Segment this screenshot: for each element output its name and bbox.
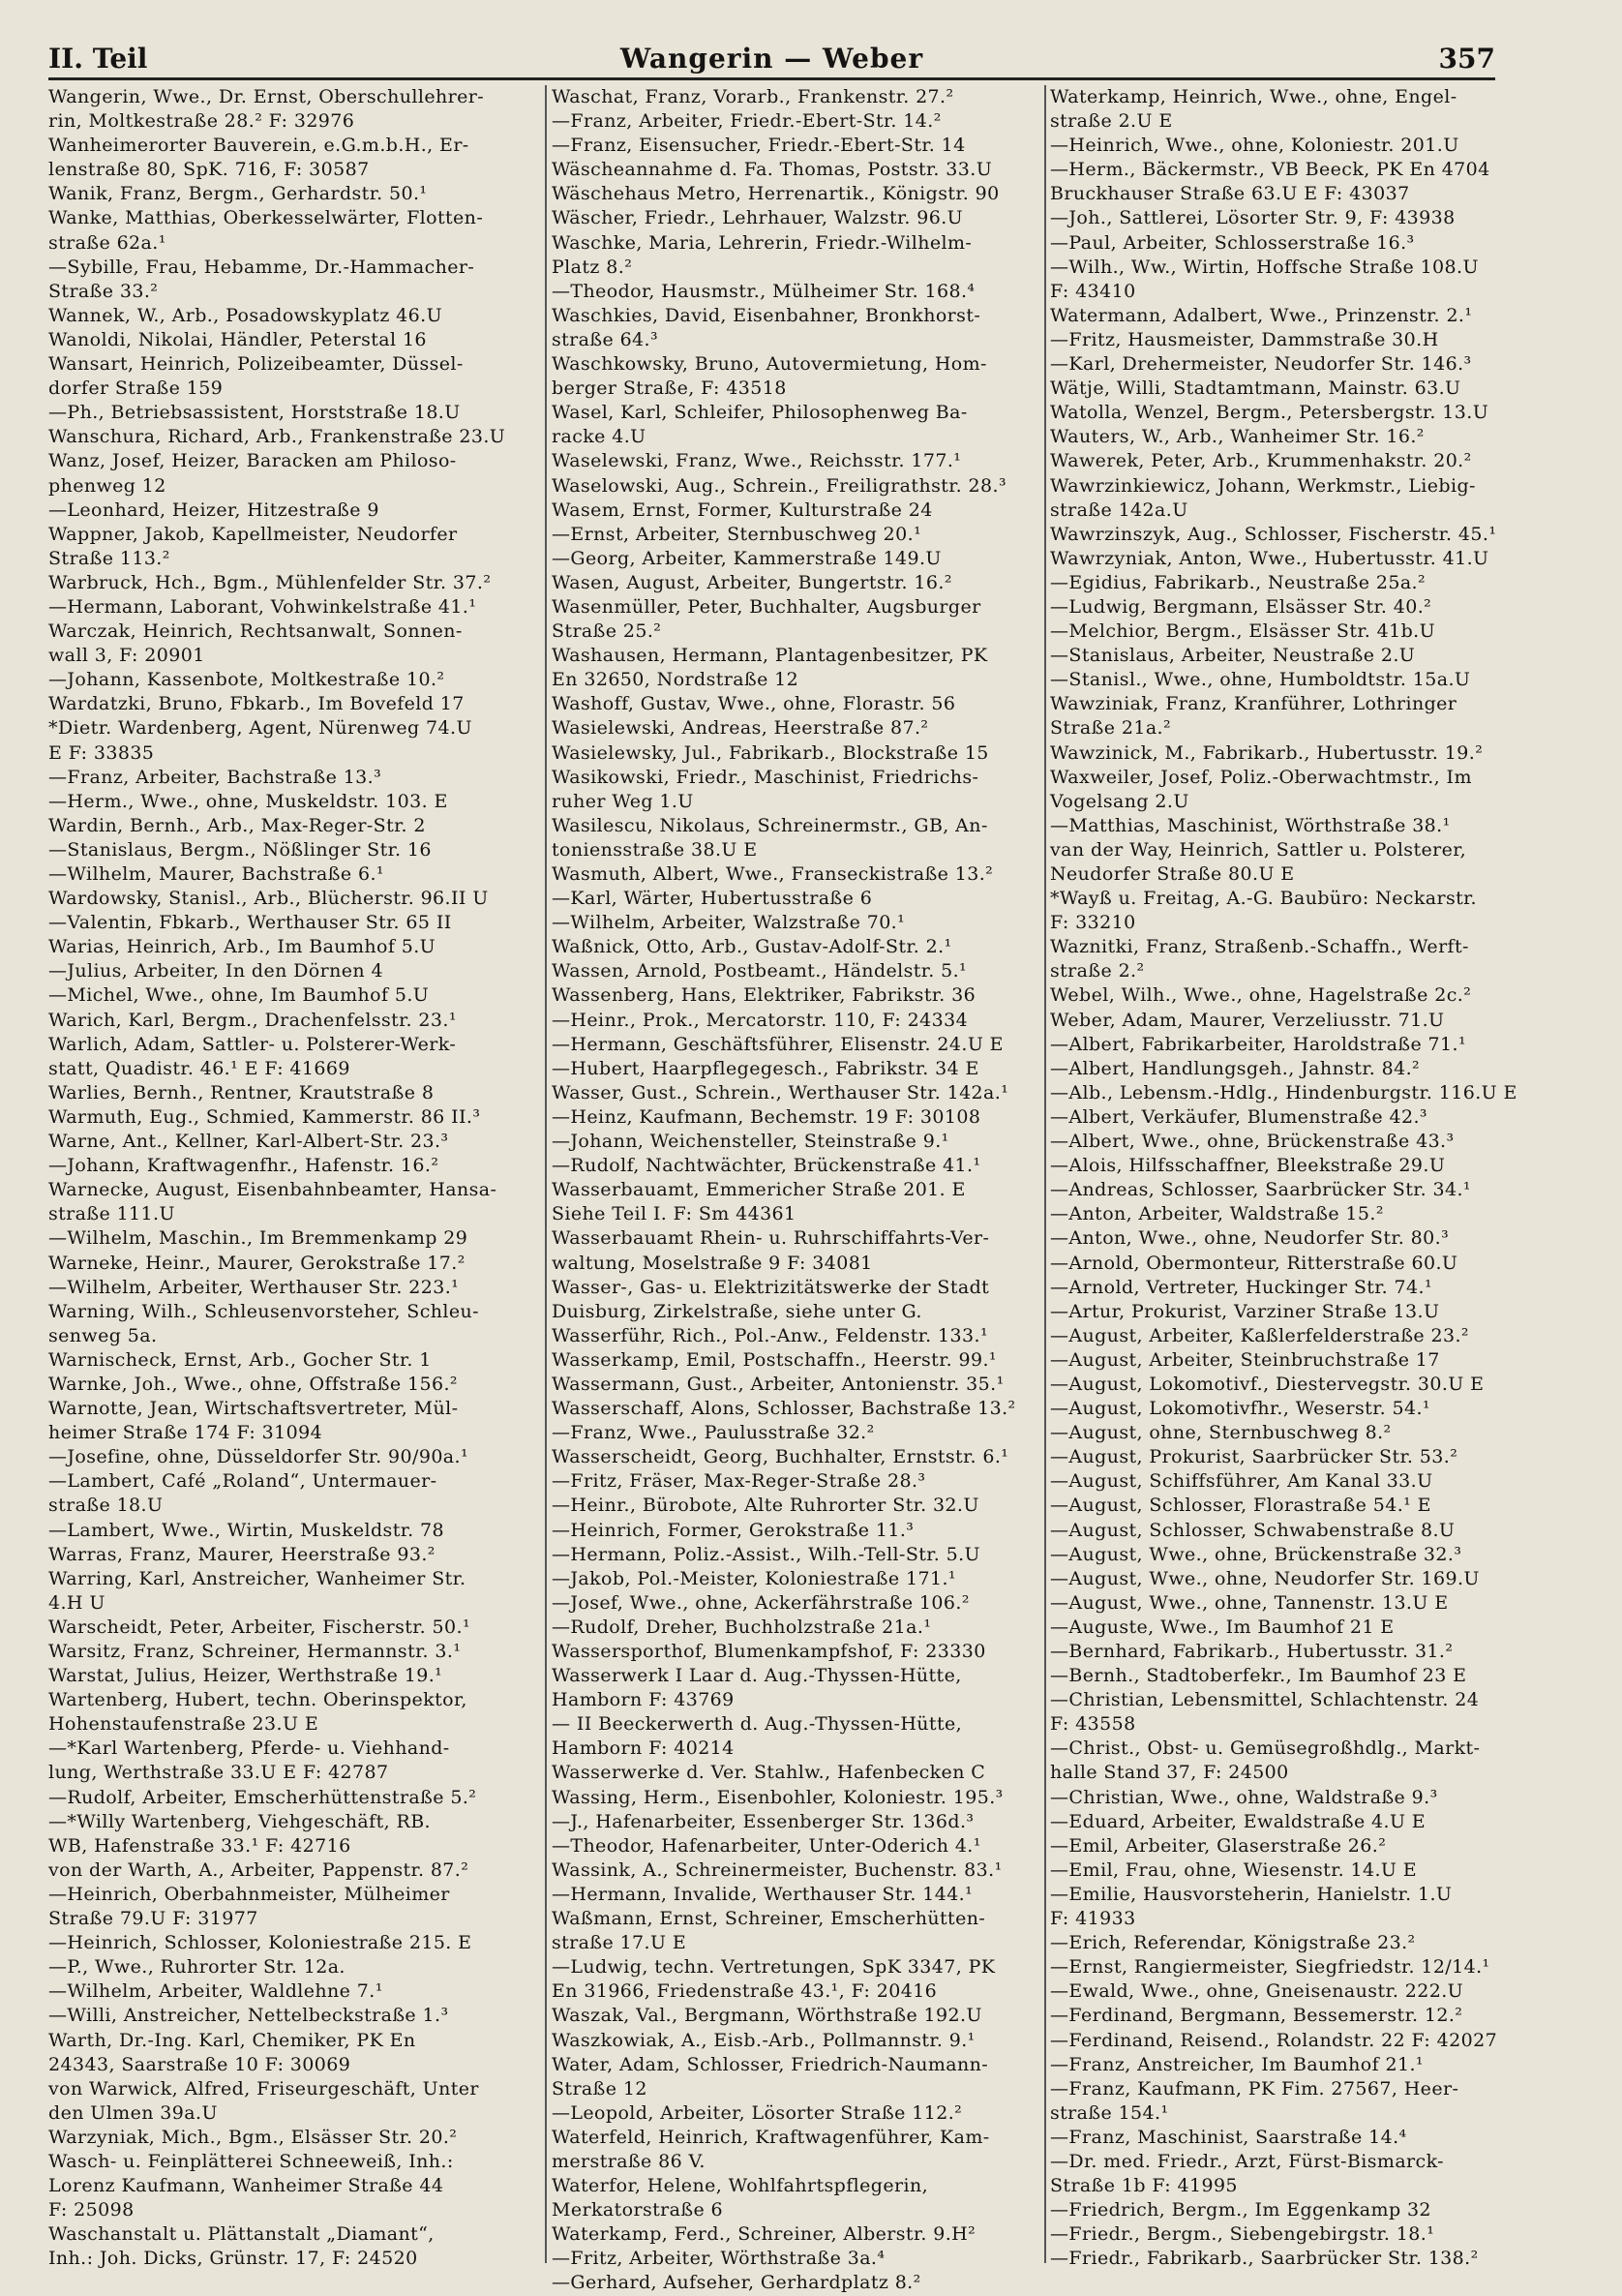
directory-entry-line: —*Karl Wartenberg, Pferde- u. Viehhand-: [48, 1737, 450, 1760]
directory-entry-line: Wanz, Josef, Heizer, Baracken am Philoso-: [48, 450, 457, 472]
directory-entry-line: —August, Lokomotivf., Diestervegstr. 30.U E: [1050, 1373, 1485, 1395]
directory-entry-line: Straße 21a.²: [1050, 717, 1171, 740]
directory-entry-line: Waschanstalt u. Plättanstalt „Diamant“,: [48, 2223, 435, 2246]
directory-entry-line: —Albert, Wwe., ohne, Brückenstraße 43.³: [1050, 1131, 1455, 1153]
directory-entry-line: Waßmann, Ernst, Schreiner, Emscherhütten-: [552, 1908, 986, 1930]
directory-entry-line: Wardatzki, Bruno, Fbkarb., Im Bovefeld 17: [48, 693, 465, 715]
directory-entry-line: —Anton, Arbeiter, Waldstraße 15.²: [1050, 1203, 1384, 1225]
directory-entry-line: —Albert, Handlungsgeh., Jahnstr. 84.²: [1050, 1057, 1421, 1079]
directory-entry-line: F: 25098: [48, 2199, 135, 2221]
column-divider: [1044, 85, 1046, 2263]
directory-entry-line: *Dietr. Wardenberg, Agent, Nürenweg 74.U: [48, 717, 472, 740]
directory-entry-line: —Valentin, Fbkarb., Werthauser Str. 65 II: [48, 912, 452, 934]
directory-entry-line: Warth, Dr.-Ing. Karl, Chemiker, PK En: [48, 2029, 416, 2051]
directory-entry-line: Warne, Ant., Kellner, Karl-Albert-Str. 23.³: [48, 1131, 449, 1153]
directory-entry-line: Warneke, Heinr., Maurer, Gerokstraße 17.²: [48, 1252, 466, 1274]
directory-entry-line: —Hermann, Laborant, Vohwinkelstraße 41.¹: [48, 595, 477, 618]
directory-entry-line: Wannek, W., Arb., Posadowskyplatz 46.U: [48, 304, 443, 326]
directory-entry-line: Wawrzinkiewicz, Johann, Werkmstr., Liebig-: [1050, 474, 1476, 497]
directory-entry-line: Inh.: Joh. Dicks, Grünstr. 17, F: 24520: [48, 2248, 418, 2270]
directory-entry-line: Warras, Franz, Maurer, Heerstraße 93.²: [48, 1543, 436, 1565]
directory-entry-line: straße 111.U: [48, 1203, 175, 1225]
directory-entry-line: —Heinr., Prok., Mercatorstr. 110, F: 24334: [552, 1009, 969, 1031]
directory-entry-line: —Christian, Lebensmittel, Schlachtenstr. 24: [1050, 1689, 1480, 1711]
directory-entry-line: —Ludwig, Bergmann, Elsässer Str. 40.²: [1050, 595, 1432, 618]
directory-entry-line: Lorenz Kaufmann, Wanheimer Straße 44: [48, 2175, 444, 2197]
directory-entry-line: —Alois, Hilfsschaffner, Bleekstraße 29.U: [1050, 1155, 1446, 1177]
page-number: 357: [1438, 43, 1495, 75]
directory-entry-line: senweg 5a.: [48, 1324, 158, 1346]
directory-entry-line: —Dr. med. Friedr., Arzt, Fürst-Bismarck-: [1050, 2150, 1444, 2172]
directory-entry-line: —Heinrich, Oberbahnmeister, Mülheimer: [48, 1883, 450, 1905]
directory-entry-line: Wasser, Gust., Schrein., Werthauser Str. 142a.¹: [552, 1081, 1009, 1103]
directory-entry-line: —Franz, Eisensucher, Friedr.-Ebert-Str. 14: [552, 135, 966, 157]
directory-entry-line: —Franz, Maschinist, Saarstraße 14.⁴: [1050, 2126, 1407, 2148]
directory-entry-line: Platz 8.²: [552, 256, 633, 278]
directory-entry-line: straße 62a.¹: [48, 231, 166, 254]
directory-entry-line: —Josef, Wwe., ohne, Ackerfährstraße 106.²: [552, 1591, 970, 1614]
directory-entry-line: Straße 79.U F: 31977: [48, 1908, 258, 1930]
directory-entry-line: —Fritz, Arbeiter, Wörthstraße 3a.⁴: [552, 2248, 886, 2270]
directory-entry-line: —Ferdinand, Bergmann, Bessemerstr. 12.²: [1050, 2005, 1463, 2027]
directory-entry-line: Wardowsky, Stanisl., Arb., Blücherstr. 96.II U: [48, 888, 489, 910]
directory-entry-line: Hohenstaufenstraße 23.U E: [48, 1713, 319, 1736]
directory-entry-line: —Lambert, Café „Roland“, Untermauer-: [48, 1470, 437, 1493]
directory-entry-line: *Wayß u. Freitag, A.-G. Baubüro: Neckarstr.: [1050, 888, 1477, 910]
directory-entry-line: —Heinrich, Wwe., ohne, Koloniestr. 201.U: [1050, 135, 1459, 157]
directory-entry-line: Wasserführ, Rich., Pol.-Anw., Feldenstr. 133.¹: [552, 1324, 988, 1346]
directory-entry-line: Wasserwerke d. Ver. Stahlw., Hafenbecken C: [552, 1762, 986, 1784]
directory-entry-line: —Lambert, Wwe., Wirtin, Muskeldstr. 78: [48, 1519, 444, 1541]
directory-entry-line: —Heinrich, Schlosser, Koloniestraße 215. E: [48, 1932, 472, 1954]
directory-entry-line: —Matthias, Maschinist, Wörthstraße 38.¹: [1050, 814, 1451, 836]
directory-entry-line: —Heinrich, Former, Gerokstraße 11.³: [552, 1519, 915, 1541]
directory-entry-line: —Ernst, Arbeiter, Sternbuschweg 20.¹: [552, 523, 922, 545]
directory-entry-line: Bruckhauser Straße 63.U E F: 43037: [1050, 183, 1410, 205]
directory-entry-line: Vogelsang 2.U: [1050, 790, 1189, 812]
directory-entry-line: —Bernh., Stadtoberfekr., Im Baumhof 23 E: [1050, 1665, 1467, 1687]
directory-entry-line: —Sybille, Frau, Hebamme, Dr.-Hammacher-: [48, 256, 475, 278]
directory-entry-line: —Willi, Anstreicher, Nettelbeckstraße 1.³: [48, 2005, 449, 2027]
directory-entry-line: —Rudolf, Dreher, Buchholzstraße 21a.¹: [552, 1616, 932, 1638]
directory-entry-line: Warnotte, Jean, Wirtschaftsvertreter, Mül-: [48, 1398, 459, 1420]
directory-entry-line: Wawzinick, M., Fabrikarb., Hubertusstr. 19.²: [1050, 741, 1484, 764]
directory-entry-line: Wanheimerorter Bauverein, e.G.m.b.H., Er-: [48, 135, 469, 157]
directory-entry-line: Wauters, W., Arb., Wanheimer Str. 16.²: [1050, 426, 1425, 448]
directory-entry-line: —August, Schlosser, Florastraße 54.¹ E: [1050, 1495, 1431, 1517]
directory-entry-line: Wassink, A., Schreinermeister, Buchenstr. 83.¹: [552, 1858, 1003, 1881]
directory-entry-line: —Joh., Sattlerei, Lösorter Str. 9, F: 43938: [1050, 207, 1456, 229]
directory-entry-line: Warlich, Adam, Sattler- u. Polsterer-Werk-: [48, 1033, 457, 1055]
directory-entry-line: —Friedrich, Bergm., Im Eggenkamp 32: [1050, 2199, 1431, 2221]
directory-entry-line: —Herm., Bäckermstr., VB Beeck, PK En 4704: [1050, 159, 1490, 181]
directory-entry-line: Wassing, Herm., Eisenbohler, Koloniestr. 195.³: [552, 1786, 1004, 1808]
directory-entry-line: heimer Straße 174 F: 31094: [48, 1422, 323, 1444]
directory-entry-line: toniensstraße 38.U E: [552, 838, 758, 861]
directory-entry-line: Wasenmüller, Peter, Buchhalter, Augsburger: [552, 595, 981, 618]
directory-entry-line: lung, Werthstraße 33.U E F: 42787: [48, 1762, 389, 1784]
directory-entry-line: —Wilhelm, Arbeiter, Waldlehne 7.¹: [48, 1980, 383, 2003]
directory-entry-line: —Ewald, Wwe., ohne, Gneisenaustr. 222.U: [1050, 1980, 1464, 2003]
directory-entry-line: —Rudolf, Nachtwächter, Brückenstraße 41.¹: [552, 1155, 981, 1177]
directory-entry-line: —August, ohne, Sternbuschweg 8.²: [1050, 1422, 1392, 1444]
directory-entry-line: Water, Adam, Schlosser, Friedrich-Naumann-: [552, 2053, 989, 2075]
directory-entry-line: F: 43558: [1050, 1713, 1136, 1736]
directory-entry-line: Wansart, Heinrich, Polizeibeamter, Düssel-: [48, 353, 464, 376]
directory-entry-line: —Heinr., Bürobote, Alte Ruhrorter Str. 32.U: [552, 1495, 979, 1517]
directory-entry-line: —Wilh., Ww., Wirtin, Hoffsche Straße 108.U: [1050, 256, 1479, 278]
directory-entry-line: Wasikowski, Friedr., Maschinist, Friedrichs-: [552, 766, 979, 788]
section-label: II. Teil: [48, 43, 148, 75]
directory-entry-line: Wasserkamp, Emil, Postschaffn., Heerstr. 99.¹: [552, 1348, 997, 1371]
directory-entry-line: Waßnick, Otto, Arb., Gustav-Adolf-Str. 2.¹: [552, 936, 952, 958]
directory-entry-line: —Albert, Verkäufer, Blumenstraße 42.³: [1050, 1105, 1427, 1128]
directory-entry-line: Waszak, Val., Bergmann, Wörthstraße 192.U: [552, 2005, 982, 2027]
directory-entry-line: —Leonhard, Heizer, Hitzestraße 9: [48, 498, 379, 521]
directory-entry-line: —Leopold, Arbeiter, Lösorter Straße 112.²: [552, 2101, 963, 2124]
directory-entry-line: E F: 33835: [48, 741, 155, 764]
directory-entry-line: Wartenberg, Hubert, techn. Oberinspektor,: [48, 1689, 467, 1711]
directory-entry-line: merstraße 86 V.: [552, 2150, 706, 2172]
directory-entry-line: Wasilescu, Nikolaus, Schreinermstr., GB, An-: [552, 814, 988, 836]
directory-entry-line: F: 41933: [1050, 1908, 1136, 1930]
directory-entry-line: Straße 25.²: [552, 620, 662, 643]
directory-entry-line: Wasielewski, Andreas, Heerstraße 87.²: [552, 717, 929, 740]
directory-entry-line: straße 154.¹: [1050, 2101, 1169, 2124]
directory-entry-line: —Josefine, ohne, Düsseldorfer Str. 90/90a.¹: [48, 1446, 468, 1468]
directory-entry-line: Wassersporthof, Blumenkampfshof, F: 23330: [552, 1641, 986, 1662]
directory-entry-line: —Wilhelm, Arbeiter, Werthauser Str. 223.¹: [48, 1276, 460, 1298]
directory-entry-line: Straße 33.²: [48, 280, 159, 302]
directory-entry-line: Hamborn F: 40214: [552, 1737, 735, 1760]
directory-entry-line: —Wilhelm, Maschin., Im Bremmenkamp 29: [48, 1227, 468, 1250]
directory-entry-line: halle Stand 37, F: 24500: [1050, 1762, 1289, 1784]
directory-entry-line: —Andreas, Schlosser, Saarbrücker Str. 34.¹: [1050, 1179, 1471, 1201]
directory-entry-line: den Ulmen 39a.U: [48, 2101, 218, 2124]
directory-entry-line: straße 17.U E: [552, 1932, 687, 1954]
directory-entry-line: Warich, Karl, Bergm., Drachenfelsstr. 23.¹: [48, 1009, 457, 1031]
directory-entry-line: Wasserschaff, Alons, Schlosser, Bachstraße 13.²: [552, 1398, 1016, 1420]
directory-entry-line: —Stanisl., Wwe., ohne, Humboldtstr. 15a.U: [1050, 669, 1471, 691]
directory-entry-line: wall 3, F: 20901: [48, 645, 205, 667]
directory-entry-line: Wassermann, Gust., Arbeiter, Antonienstr. 35.¹: [552, 1373, 1005, 1395]
directory-entry-line: Warnischeck, Ernst, Arb., Gocher Str. 1: [48, 1348, 432, 1371]
directory-entry-line: —Franz, Arbeiter, Friedr.-Ebert-Str. 14.²: [552, 110, 942, 133]
directory-entry-line: Wasserbauamt Rhein- u. Ruhrschiffahrts-Ver-: [552, 1227, 990, 1250]
directory-entry-line: —Hermann, Poliz.-Assist., Wilh.-Tell-Str. 5.U: [552, 1543, 980, 1565]
directory-entry-line: —Fritz, Fräser, Max-Reger-Straße 28.³: [552, 1470, 926, 1493]
directory-entry-line: Warzyniak, Mich., Bgm., Elsässer Str. 20.²: [48, 2126, 458, 2148]
directory-entry-line: Wäschehaus Metro, Herrenartik., Königstr. 90: [552, 183, 1000, 205]
directory-entry-line: —Rudolf, Arbeiter, Emscherhüttenstraße 5.²: [48, 1786, 477, 1808]
directory-entry-line: Watermann, Adalbert, Wwe., Prinzenstr. 2.¹: [1050, 304, 1473, 326]
directory-entry-line: ruher Weg 1.U: [552, 790, 694, 812]
directory-entry-line: —August, Arbeiter, Steinbruchstraße 17: [1050, 1348, 1440, 1371]
directory-entry-line: —Hermann, Invalide, Werthauser Str. 144.¹: [552, 1883, 974, 1905]
directory-entry-line: —Johann, Kraftwagenfhr., Hafenstr. 16.²: [48, 1155, 439, 1177]
directory-entry-line: Wasserbauamt, Emmericher Straße 201. E: [552, 1179, 966, 1201]
directory-entry-line: Wasmuth, Albert, Wwe., Franseckistraße 13.²: [552, 863, 994, 885]
directory-entry-line: Waschkies, David, Eisenbahner, Bronkhorst-: [552, 304, 981, 326]
directory-entry-line: —Theodor, Hafenarbeiter, Unter-Oderich 4.¹: [552, 1834, 981, 1857]
directory-entry-line: Wardin, Bernh., Arb., Max-Reger-Str. 2: [48, 814, 426, 836]
directory-entry-line: berger Straße, F: 43518: [552, 378, 787, 400]
directory-entry-line: straße 2.U E: [1050, 110, 1173, 133]
directory-entry-line: Waterkamp, Ferd., Schreiner, Alberstr. 9.H²: [552, 2223, 976, 2246]
directory-entry-line: von Warwick, Alfred, Friseurgeschäft, Unter: [48, 2077, 479, 2100]
directory-entry-line: van der Way, Heinrich, Sattler u. Polsterer,: [1050, 838, 1467, 861]
directory-entry-line: F: 43410: [1050, 280, 1136, 302]
directory-entry-line: dorfer Straße 159: [48, 378, 224, 400]
directory-entry-line: Wasch- u. Feinplätterei Schneeweiß, Inh.:: [48, 2150, 454, 2172]
directory-entry-line: Wawrzinszyk, Aug., Schlosser, Fischerstr. 45.¹: [1050, 523, 1497, 545]
directory-entry-line: —*Willy Wartenberg, Viehgeschäft, RB.: [48, 1810, 431, 1832]
directory-entry-line: straße 64.³: [552, 328, 659, 350]
directory-entry-line: —August, Prokurist, Saarbrücker Str. 53.²: [1050, 1446, 1458, 1468]
directory-entry-line: —August, Wwe., ohne, Neudorfer Str. 169.U: [1050, 1567, 1480, 1589]
directory-entry-line: —J., Hafenarbeiter, Essenberger Str. 136d.³: [552, 1810, 975, 1832]
directory-entry-line: Merkatorstraße 6: [552, 2199, 724, 2221]
directory-entry-line: Siehe Teil I. F: Sm 44361: [552, 1203, 796, 1225]
directory-entry-line: —Theodor, Hausmstr., Mülheimer Str. 168.⁴: [552, 280, 976, 302]
directory-entry-line: —Karl, Drehermeister, Neudorfer Str. 146.³: [1050, 353, 1472, 376]
directory-entry-line: Wanschura, Richard, Arb., Frankenstraße 23.U: [48, 426, 506, 448]
directory-entry-line: Waschkowsky, Bruno, Autovermietung, Hom-: [552, 353, 987, 376]
directory-entry-line: 24343, Saarstraße 10 F: 30069: [48, 2053, 351, 2075]
directory-entry-line: —P., Wwe., Ruhrorter Str. 12a.: [48, 1956, 345, 1979]
directory-entry-line: Waselowski, Aug., Schrein., Freiligrathstr. 28.³: [552, 474, 1006, 497]
directory-entry-line: —Christ., Obst- u. Gemüsegroßhdlg., Markt-: [1050, 1737, 1481, 1760]
directory-entry-line: Warsitz, Franz, Schreiner, Hermannstr. 3.¹: [48, 1641, 462, 1662]
directory-entry-line: —Ernst, Rangiermeister, Siegfriedstr. 12/14.¹: [1050, 1956, 1490, 1979]
directory-entry-line: Warias, Heinrich, Arb., Im Baumhof 5.U: [48, 936, 436, 958]
directory-entry-line: Hamborn F: 43769: [552, 1689, 735, 1711]
directory-entry-line: Warczak, Heinrich, Rechtsanwalt, Sonnen-: [48, 620, 463, 643]
directory-entry-line: —Albert, Fabrikarbeiter, Haroldstraße 71.¹: [1050, 1033, 1466, 1055]
directory-entry-line: Wasielewsky, Jul., Fabrikarb., Blockstraße 15: [552, 741, 989, 764]
directory-entry-line: Waterfor, Helene, Wohlfahrtspflegerin,: [552, 2175, 929, 2197]
directory-entry-line: —Heinz, Kaufmann, Bechemstr. 19 F: 30108: [552, 1105, 981, 1128]
directory-entry-line: —August, Wwe., ohne, Brückenstraße 32.³: [1050, 1543, 1462, 1565]
directory-entry-line: Wasen, August, Arbeiter, Bungertstr. 16.²: [552, 571, 952, 593]
directory-entry-line: Warnecke, August, Eisenbahnbeamter, Hansa-: [48, 1179, 497, 1201]
directory-entry-line: —Herm., Wwe., ohne, Muskeldstr. 103. E: [48, 790, 448, 812]
directory-entry-line: Washausen, Hermann, Plantagenbesitzer, PK: [552, 645, 988, 667]
directory-entry-line: —Paul, Arbeiter, Schlosserstraße 16.³: [1050, 231, 1415, 254]
directory-entry-line: —Hermann, Geschäftsführer, Elisenstr. 24.U E: [552, 1033, 1004, 1055]
directory-entry-line: Wasel, Karl, Schleifer, Philosophenweg Ba-: [552, 402, 968, 424]
directory-entry-line: Warnke, Joh., Wwe., ohne, Offstraße 156.²: [48, 1373, 458, 1395]
directory-entry-line: —Emilie, Hausvorsteherin, Hanielstr. 1.U: [1050, 1883, 1453, 1905]
directory-entry-line: —Egidius, Fabrikarb., Neustraße 25a.²: [1050, 571, 1426, 593]
directory-entry-line: Warlies, Bernh., Rentner, Krautstraße 8: [48, 1081, 435, 1103]
directory-column-2: [552, 85, 1040, 2294]
directory-entry-line: Warbruck, Hch., Bgm., Mühlenfelder Str. 37.²: [48, 571, 492, 593]
directory-entry-line: —Erich, Referendar, Königstraße 23.²: [1050, 1932, 1416, 1954]
directory-entry-line: —Fritz, Hausmeister, Dammstraße 30.H: [1050, 328, 1439, 350]
directory-entry-line: Waschke, Maria, Lehrerin, Friedr.-Wilhelm-: [552, 231, 973, 254]
directory-entry-line: — II Beeckerwerth d. Aug.-Thyssen-Hütte,: [552, 1713, 963, 1736]
directory-entry-line: —Arnold, Obermonteur, Ritterstraße 60.U: [1050, 1252, 1458, 1274]
directory-entry-line: —Gerhard, Aufseher, Gerhardplatz 8.²: [552, 2272, 921, 2294]
directory-entry-line: —Wilhelm, Maurer, Bachstraße 6.¹: [48, 863, 384, 885]
directory-entry-line: Waterkamp, Heinrich, Wwe., ohne, Engel-: [1050, 86, 1457, 107]
directory-entry-line: waltung, Moselstraße 9 F: 34081: [552, 1252, 873, 1274]
directory-entry-line: Wanik, Franz, Bergm., Gerhardstr. 50.¹: [48, 183, 428, 205]
directory-entry-line: Wäscher, Friedr., Lehrhauer, Walzstr. 96.U: [552, 207, 964, 229]
directory-entry-line: Wanke, Matthias, Oberkesselwärter, Flotten-: [48, 207, 484, 229]
directory-entry-line: Wassen, Arnold, Postbeamt., Händelstr. 5.¹: [552, 960, 968, 982]
directory-entry-line: —Franz, Anstreicher, Im Baumhof 21.¹: [1050, 2053, 1424, 2075]
directory-entry-line: —August, Schiffsführer, Am Kanal 33.U: [1050, 1470, 1433, 1493]
directory-entry-line: —Julius, Arbeiter, In den Dörnen 4: [48, 960, 383, 982]
directory-entry-line: Waselewski, Franz, Wwe., Reichsstr. 177.¹: [552, 450, 962, 472]
directory-column-1: [48, 85, 540, 2268]
directory-entry-line: —Johann, Kassenbote, Moltkestraße 10.²: [48, 669, 445, 691]
directory-entry-line: Washoff, Gustav, Wwe., ohne, Florastr. 56: [552, 693, 956, 715]
directory-entry-line: Waterfeld, Heinrich, Kraftwagenführer, Kam-: [552, 2126, 990, 2148]
directory-entry-line: —Auguste, Wwe., Im Baumhof 21 E: [1050, 1616, 1395, 1638]
directory-entry-line: —Karl, Wärter, Hubertusstraße 6: [552, 888, 873, 910]
directory-entry-line: Wasserwerk I Laar d. Aug.-Thyssen-Hütte,: [552, 1665, 962, 1687]
directory-entry-line: Wasser-, Gas- u. Elektrizitätswerke der Stadt: [552, 1276, 990, 1298]
directory-entry-line: Duisburg, Zirkelstraße, siehe unter G.: [552, 1300, 922, 1322]
directory-entry-line: von der Warth, A., Arbeiter, Pappenstr. 87.²: [48, 1858, 469, 1881]
directory-entry-line: Straße 1b F: 41995: [1050, 2175, 1238, 2197]
directory-entry-line: —Wilhelm, Arbeiter, Walzstraße 70.¹: [552, 912, 906, 934]
directory-entry-line: —Stanislaus, Arbeiter, Neustraße 2.U: [1050, 645, 1416, 667]
directory-entry-line: Straße 113.²: [48, 547, 170, 569]
directory-entry-line: —Ferdinand, Reisend., Rolandstr. 22 F: 42027: [1050, 2029, 1498, 2051]
directory-entry-line: —August, Wwe., ohne, Tannenstr. 13.U E: [1050, 1591, 1449, 1614]
directory-entry-line: Warring, Karl, Anstreicher, Wanheimer Str.: [48, 1567, 466, 1589]
directory-entry-line: —Ph., Betriebsassistent, Horststraße 18.U: [48, 402, 461, 424]
directory-entry-line: —August, Lokomotivfhr., Weserstr. 54.¹: [1050, 1398, 1430, 1420]
directory-entry-line: Wäscheannahme d. Fa. Thomas, Poststr. 33.U: [552, 159, 993, 181]
directory-entry-line: —Bernhard, Fabrikarb., Hubertusstr. 31.²: [1050, 1641, 1454, 1662]
directory-entry-line: —August, Arbeiter, Kaßlerfelderstraße 23.²: [1050, 1324, 1469, 1346]
directory-entry-line: Straße 12: [552, 2077, 647, 2100]
directory-entry-line: straße 2.²: [1050, 960, 1145, 982]
directory-entry-line: Warmuth, Eug., Schmied, Kammerstr. 86 II.³: [48, 1105, 481, 1128]
directory-entry-line: —Georg, Arbeiter, Kammerstraße 149.U: [552, 547, 942, 569]
directory-entry-line: —Eduard, Arbeiter, Ewaldstraße 4.U E: [1050, 1810, 1427, 1832]
directory-entry-line: —Emil, Arbeiter, Glaserstraße 26.²: [1050, 1834, 1387, 1857]
directory-entry-line: statt, Quadistr. 46.¹ E F: 41669: [48, 1057, 350, 1079]
directory-entry-line: Waschat, Franz, Vorarb., Frankenstr. 27.²: [552, 86, 954, 107]
directory-entry-line: straße 142a.U: [1050, 498, 1188, 521]
directory-entry-line: lenstraße 80, SpK. 716, F: 30587: [48, 159, 370, 181]
directory-entry-line: Neudorfer Straße 80.U E: [1050, 863, 1295, 885]
directory-entry-line: Wasserscheidt, Georg, Buchhalter, Ernststr. 6.¹: [552, 1446, 1009, 1468]
directory-entry-line: Waznitki, Franz, Straßenb.-Schaffn., Werft-: [1050, 936, 1469, 958]
directory-entry-line: —Melchior, Bergm., Elsässer Str. 41b.U: [1050, 620, 1436, 643]
directory-entry-line: Weber, Adam, Maurer, Verzeliusstr. 71.U: [1050, 1009, 1445, 1031]
directory-entry-line: —Ludwig, techn. Vertretungen, SpK 3347, PK: [552, 1956, 996, 1979]
directory-entry-line: F: 33210: [1050, 912, 1136, 934]
directory-entry-line: En 31966, Friedenstraße 43.¹, F: 20416: [552, 1980, 938, 2003]
column-divider: [545, 85, 547, 2263]
name-range-heading: Wangerin — Weber: [619, 43, 924, 75]
directory-entry-line: rin, Moltkestraße 28.² F: 32976: [48, 110, 355, 133]
directory-entry-line: Wätje, Willi, Stadtamtmann, Mainstr. 63.U: [1050, 378, 1461, 400]
directory-entry-line: —Franz, Kaufmann, PK Fim. 27567, Heer-: [1050, 2077, 1459, 2100]
directory-entry-line: Warning, Wilh., Schleusenvorsteher, Schleu-: [48, 1300, 479, 1322]
directory-entry-line: —Arnold, Vertreter, Huckinger Str. 74.¹: [1050, 1276, 1432, 1298]
directory-entry-line: —August, Schlosser, Schwabenstraße 8.U: [1050, 1519, 1456, 1541]
directory-entry-line: —Franz, Wwe., Paulusstraße 32.²: [552, 1422, 875, 1444]
directory-entry-line: En 32650, Nordstraße 12: [552, 669, 799, 691]
directory-entry-line: —Emil, Frau, ohne, Wiesenstr. 14.U E: [1050, 1858, 1418, 1881]
directory-entry-line: 4.H U: [48, 1591, 105, 1614]
directory-entry-line: Wappner, Jakob, Kapellmeister, Neudorfer: [48, 523, 458, 545]
directory-entry-line: Wassenberg, Hans, Elektriker, Fabrikstr. 36: [552, 984, 976, 1007]
directory-entry-line: straße 18.U: [48, 1495, 164, 1517]
directory-entry-line: —Franz, Arbeiter, Bachstraße 13.³: [48, 766, 382, 788]
directory-entry-line: —Friedr., Bergm., Siebengebirgstr. 18.¹: [1050, 2223, 1435, 2246]
directory-entry-line: Wangerin, Wwe., Dr. Ernst, Oberschullehrer-: [48, 86, 485, 107]
directory-entry-line: WB, Hafenstraße 33.¹ F: 42716: [48, 1834, 351, 1857]
header-rule: [48, 77, 1495, 80]
directory-entry-line: —Jakob, Pol.-Meister, Koloniestraße 171.¹: [552, 1567, 956, 1589]
directory-entry-line: Watolla, Wenzel, Bergm., Petersbergstr. 13.U: [1050, 402, 1489, 424]
directory-entry-line: —Michel, Wwe., ohne, Im Baumhof 5.U: [48, 984, 430, 1007]
directory-entry-line: —Friedr., Fabrikarb., Saarbrücker Str. 138.²: [1050, 2248, 1479, 2270]
directory-entry-line: —Christian, Wwe., ohne, Waldstraße 9.³: [1050, 1786, 1438, 1808]
directory-entry-line: Wasem, Ernst, Former, Kulturstraße 24: [552, 498, 933, 521]
directory-entry-line: —Anton, Wwe., ohne, Neudorfer Str. 80.³: [1050, 1227, 1450, 1250]
directory-entry-line: —Stanislaus, Bergm., Nößlinger Str. 16: [48, 838, 432, 861]
directory-entry-line: Wawrzyniak, Anton, Wwe., Hubertusstr. 41.U: [1050, 547, 1489, 569]
directory-entry-line: Wawziniak, Franz, Kranführer, Lothringer: [1050, 693, 1457, 715]
directory-entry-line: —Hubert, Haarpflegegesch., Fabrikstr. 34 E: [552, 1057, 979, 1079]
directory-entry-line: —Johann, Weichensteller, Steinstraße 9.¹: [552, 1131, 949, 1153]
directory-column-3: [1050, 85, 1517, 2270]
directory-entry-line: Waszkowiak, A., Eisb.-Arb., Pollmannstr. 9.¹: [552, 2029, 976, 2051]
directory-entry-line: Warscheidt, Peter, Arbeiter, Fischerstr. 50.¹: [48, 1616, 470, 1638]
directory-entry-line: Webel, Wilh., Wwe., ohne, Hagelstraße 2c.²: [1050, 984, 1472, 1007]
directory-entry-line: —Artur, Prokurist, Varziner Straße 13.U: [1050, 1300, 1440, 1322]
directory-entry-line: Wawerek, Peter, Arb., Krummenhakstr. 20.²: [1050, 450, 1472, 472]
directory-entry-line: Wanoldi, Nikolai, Händler, Peterstal 16: [48, 328, 427, 350]
directory-entry-line: Waxweiler, Josef, Poliz.-Oberwachtmstr., Im: [1050, 766, 1472, 788]
directory-entry-line: racke 4.U: [552, 426, 646, 448]
directory-entry-line: —Alb., Lebensm.-Hdlg., Hindenburgstr. 116.U E: [1050, 1081, 1517, 1103]
directory-entry-line: phenweg 12: [48, 474, 166, 497]
directory-entry-line: Warstat, Julius, Heizer, Werthstraße 19.¹: [48, 1665, 443, 1687]
